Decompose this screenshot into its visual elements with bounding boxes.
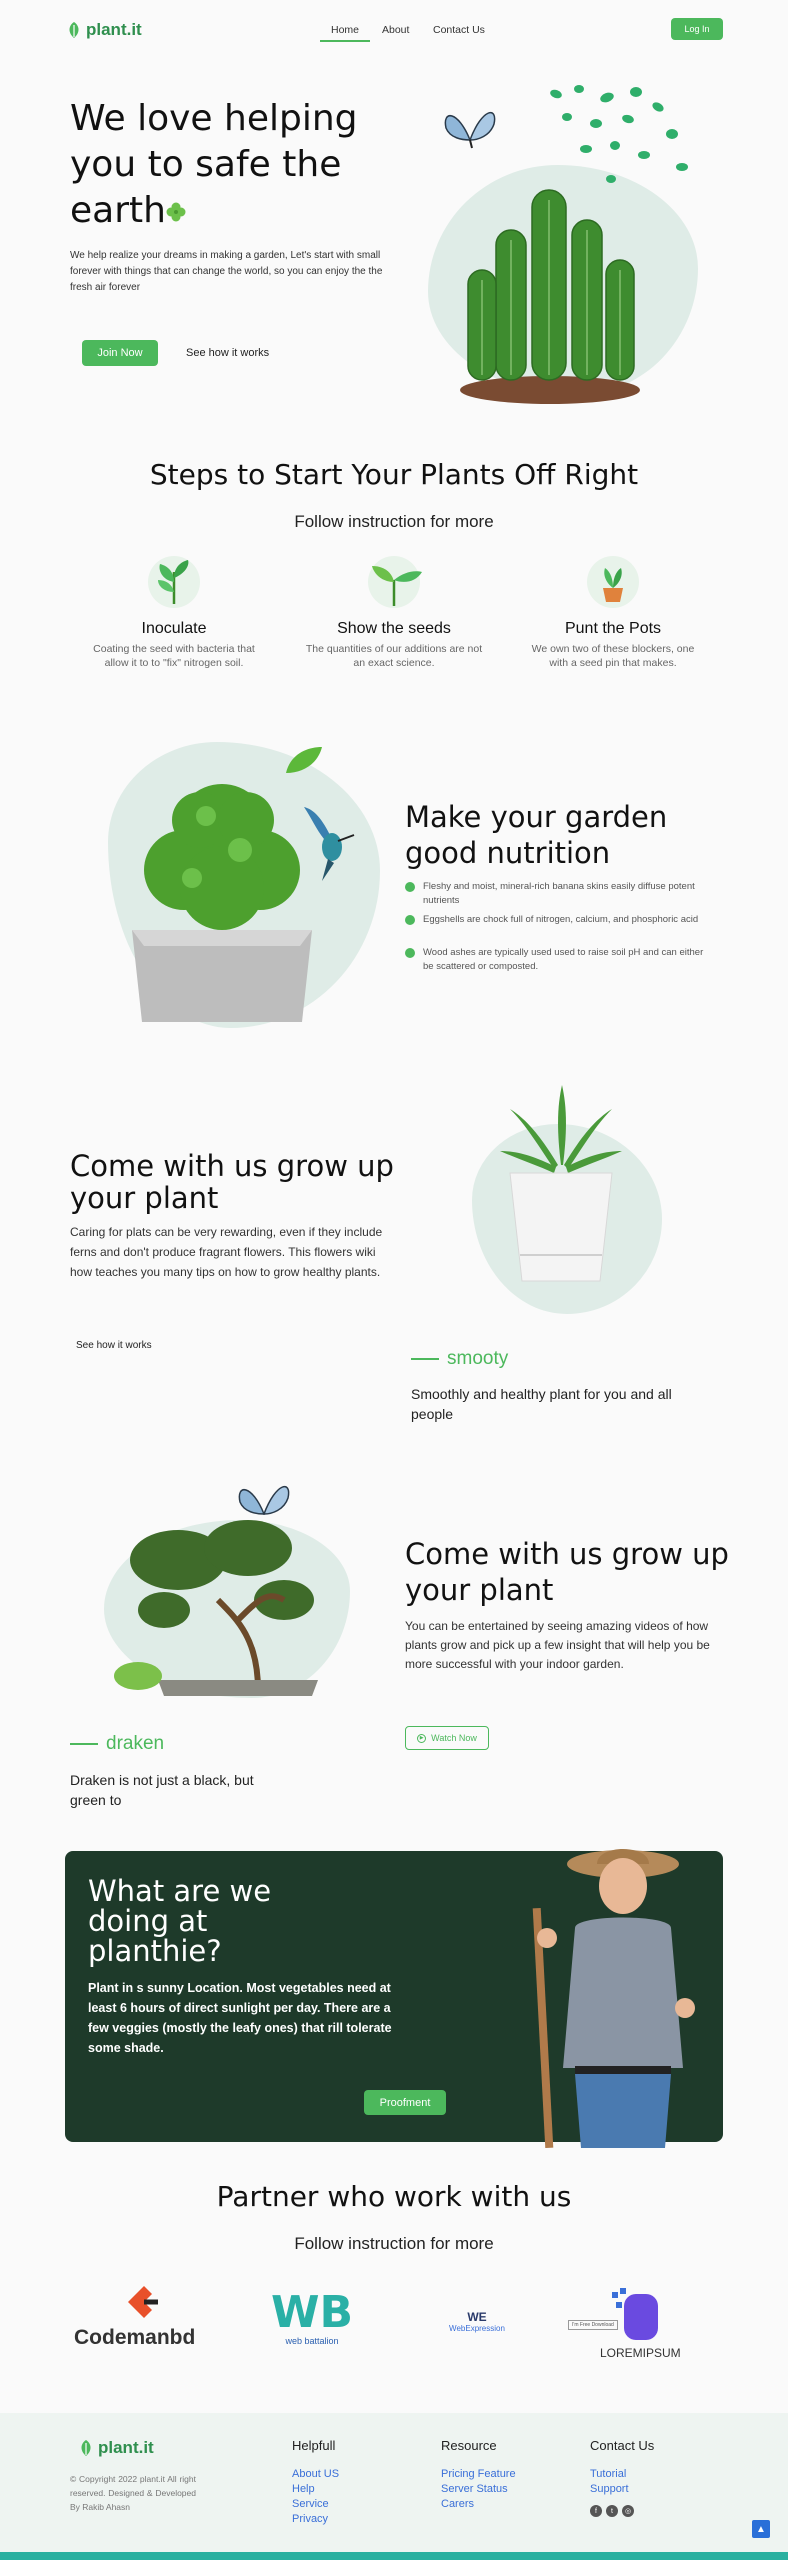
promo-description: Plant in s sunny Location. Most vegetables need at least 6 hours of direct sunlight per day. There are a few veggies (mostly the leafy ones) that rill tolerate some shade. — [88, 1981, 392, 2055]
login-button[interactable]: Log In — [671, 18, 723, 40]
footer-col-contact — [590, 2438, 654, 2517]
grow1-tag — [411, 1348, 508, 1370]
check-icon — [405, 948, 415, 958]
logo[interactable] — [66, 20, 142, 40]
step-card-punt-pots — [523, 552, 703, 670]
potted-plant-icon — [583, 552, 643, 612]
twitter-icon[interactable]: t — [606, 2505, 618, 2517]
footer-col-title: Contact Us — [590, 2438, 655, 2453]
hero-title-line1: We love helping — [70, 98, 358, 139]
loremipsum-mark-icon — [608, 2288, 660, 2342]
footer-link-service[interactable]: Service — [292, 2498, 329, 2510]
footer-link-tutorial[interactable]: Tutorial — [590, 2468, 627, 2480]
nutrition-title-line2: good nutrition — [405, 836, 611, 870]
bullet-text: Wood ashes are typically used used to raise soil pH and can either be scattered or composted. — [423, 947, 704, 972]
partner-logo-web-battalion[interactable] — [268, 2287, 356, 2356]
nav-home[interactable]: Home — [331, 24, 360, 36]
hero-description: We help realize your dreams in making a garden, Let's start with small forever with things that can change the world, so you can enjoy the the fresh air forever — [70, 250, 383, 293]
footer-logo[interactable] — [78, 2438, 154, 2458]
watch-now-button[interactable] — [405, 1726, 489, 1750]
partners-subtitle: Follow instruction for more — [294, 2234, 494, 2253]
tag-line — [411, 1358, 439, 1360]
grow2-tag-desc: Draken is not just a black, but green to — [70, 1772, 254, 1808]
footer-col-helpfull — [292, 2438, 339, 2527]
scroll-top-button[interactable]: ▲ — [752, 2520, 770, 2538]
codemanbd-logo-text: Codemanbd — [74, 2326, 196, 2349]
bullet-text: Fleshy and moist, mineral-rich banana skins easily diffuse potent nutrients — [423, 881, 695, 906]
nutrition-bullet — [405, 880, 710, 908]
nutrition-bullet — [405, 946, 710, 974]
seedling-icon — [364, 552, 424, 612]
step-desc: The quantities of our additions are not an exact science. — [305, 643, 483, 669]
we-mark-icon: WE — [467, 2310, 487, 2324]
partners-title: Partner who work with us — [216, 2180, 572, 2213]
step-title: Inoculate — [141, 620, 207, 637]
footer-col-resource — [441, 2438, 516, 2512]
cactus-image — [440, 170, 660, 410]
step-desc: Coating the seed with bacteria that allow it to to "fix" nitrogen soil. — [93, 643, 255, 669]
tag-label: smooty — [447, 1348, 509, 1369]
codemanbd-mark-icon — [122, 2280, 166, 2324]
step-card-inoculate — [84, 552, 264, 670]
partner-logo-loremipsum[interactable] — [568, 2288, 680, 2368]
facebook-icon[interactable]: f — [590, 2505, 602, 2517]
step-desc: We own two of these blockers, one with a seed pin that makes. — [531, 643, 695, 669]
grow1-title-line2: your plant — [70, 1181, 219, 1215]
topiary-plant-image — [122, 760, 322, 1030]
grow1-description: Caring for plats can be very rewarding, even if they include ferns and don't produce fragrant flowers. This flowers wiki how teaches you many tips on how to grow healthy plants. — [70, 1225, 383, 1279]
leaf-logo-icon — [78, 2439, 94, 2457]
web-battalion-text: web battalion — [285, 2336, 339, 2346]
footer-link-support[interactable]: Support — [590, 2483, 629, 2495]
step-title: Punt the Pots — [564, 620, 662, 637]
watch-now-label: Watch Now — [431, 1733, 477, 1743]
nutrition-bullet — [405, 913, 710, 927]
promo-title-line3: planthie? — [88, 1934, 222, 1968]
footer-link-server-status[interactable]: Server Status — [441, 2483, 508, 2495]
steps-title: Steps to Start Your Plants Off Right — [149, 458, 639, 491]
bullet-text: Eggshells are chock full of nitrogen, calcium, and phosphoric acid — [423, 914, 699, 925]
gardener-image — [515, 1838, 730, 2148]
step-card-show-seeds — [304, 552, 484, 670]
promo-title-line2: doing at — [88, 1904, 208, 1938]
wb-mark-icon: WB — [270, 2287, 354, 2338]
nav-about[interactable]: About — [382, 24, 410, 36]
clover-icon — [165, 201, 187, 223]
social-icons — [590, 2505, 654, 2517]
bonsai-image — [108, 1500, 338, 1700]
footer-bottom-bar — [0, 2552, 788, 2560]
hero-how-link[interactable]: See how it works — [186, 347, 270, 359]
steps-subtitle: Follow instruction for more — [294, 512, 494, 531]
check-icon — [405, 915, 415, 925]
play-icon: ▶ — [417, 1734, 426, 1743]
instagram-icon[interactable]: ◎ — [622, 2505, 634, 2517]
nav-active-underline — [320, 40, 370, 42]
footer-link-help[interactable]: Help — [292, 2483, 315, 2495]
tag-label: draken — [106, 1733, 165, 1754]
partner-logo-webexpression[interactable] — [442, 2310, 512, 2340]
logo-text: plant.it — [86, 20, 142, 39]
footer-link-pricing[interactable]: Pricing Feature — [441, 2468, 516, 2480]
footer-col-title: Resource — [441, 2438, 497, 2453]
navbar — [0, 0, 788, 60]
aloe-plant-image — [496, 1085, 626, 1295]
grow2-description: You can be entertained by seeing amazing videos of how plants grow and pick up a few insight that will help you be more successful with your indoor garden. — [405, 1619, 710, 1671]
hero-title-line3: earth — [70, 190, 166, 231]
tag-line — [70, 1743, 98, 1745]
footer-logo-text: plant.it — [98, 2438, 154, 2457]
footer-col-title: Helpfull — [292, 2438, 336, 2453]
webexpression-text: WebExpression — [449, 2324, 505, 2333]
step-title: Show the seeds — [337, 620, 451, 637]
loremipsum-badge: I'm Free Download — [568, 2320, 618, 2330]
grow2-title-line1: Come with us grow up — [405, 1537, 729, 1571]
join-now-button[interactable]: Join Now — [82, 340, 158, 366]
proofment-button[interactable]: Proofment — [364, 2090, 446, 2115]
footer-copyright: © Copyright 2022 plant.it All right reserved. Designed & Developed By Rakib Ahasn — [70, 2474, 196, 2512]
leaf-logo-icon — [66, 21, 82, 39]
grow2-title-line2: your plant — [405, 1573, 554, 1607]
grow1-title-line1: Come with us grow up — [70, 1149, 394, 1183]
footer-link-carers[interactable]: Carers — [441, 2498, 475, 2510]
butterfly-icon — [438, 100, 502, 156]
loremipsum-logo-text: LOREMIPSUM — [600, 2346, 681, 2360]
hero-title-line2: you to safe the — [70, 144, 342, 185]
nav-contact[interactable]: Contact Us — [433, 24, 485, 36]
footer-link-about[interactable]: About US — [292, 2468, 340, 2480]
grow1-how-link[interactable]: See how it works — [76, 1340, 152, 1351]
grow1-tag-desc: Smoothly and healthy plant for you and all people — [411, 1386, 672, 1422]
grow2-tag — [70, 1733, 164, 1755]
partner-logo-codemanbd[interactable] — [74, 2280, 224, 2352]
nutrition-title-line1: Make your garden — [405, 800, 668, 834]
footer-link-privacy[interactable]: Privacy — [292, 2513, 329, 2525]
check-icon — [405, 882, 415, 892]
sprout-icon — [144, 552, 204, 612]
promo-title-line1: What are we — [88, 1874, 272, 1908]
